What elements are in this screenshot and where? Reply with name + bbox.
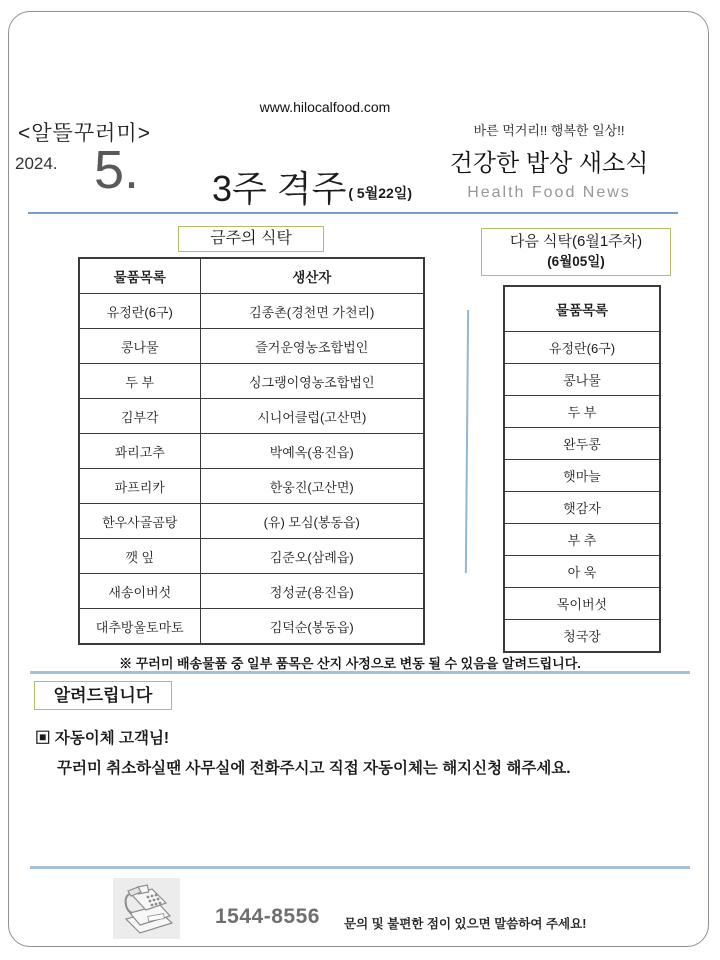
table-row	[79, 434, 424, 469]
table-cell: 콩나물	[79, 329, 200, 364]
table-cell: 시니어클럽(고산면)	[200, 399, 424, 434]
column-header-producer: 생산자	[200, 258, 424, 294]
table-cell: 유정란(6구)	[79, 294, 200, 329]
this-week-table	[78, 257, 425, 645]
newsletter-subtitle: Health Food News	[467, 184, 631, 201]
table-cell: 김덕순(봉동읍)	[200, 609, 424, 645]
issue-title-group	[212, 170, 412, 208]
table-row	[504, 492, 660, 524]
table-cell: 김부각	[79, 399, 200, 434]
phone-number: 1544-8556	[215, 905, 320, 928]
table-cell: 김준오(삼례읍)	[200, 539, 424, 574]
year-label: 2024.	[15, 154, 58, 173]
column-header-items: 물품목록	[79, 258, 200, 294]
table-row	[79, 609, 424, 645]
table-cell: 깻 잎	[79, 539, 200, 574]
table-cell: 정성균(용진읍)	[200, 574, 424, 609]
table-cell: 즐거운영농조합법인	[200, 329, 424, 364]
masthead	[415, 120, 683, 202]
table-row	[504, 588, 660, 620]
website-url: www.hilocalfood.com	[259, 99, 391, 115]
next-week-date: (6월05일)	[547, 254, 605, 269]
table-cell: 완두콩	[504, 428, 660, 460]
announcement-body: 꾸러미 취소하실땐 사무실에 전화주시고 직접 자동이체는 해지신청 해주세요.	[57, 760, 571, 777]
table-row	[79, 294, 424, 329]
table-row	[504, 396, 660, 428]
tagline: 바른 먹거리!! 행복한 일상!!	[473, 123, 625, 138]
issue-date: ( 5월22일)	[348, 185, 412, 201]
table-row	[79, 364, 424, 399]
table-row	[504, 364, 660, 396]
table-cell: 목이버섯	[504, 588, 660, 620]
table-cell: 싱그랭이영농조합법인	[200, 364, 424, 399]
table-row	[79, 539, 424, 574]
table-cell: 대추방울토마토	[79, 609, 200, 645]
table-cell: 두 부	[504, 396, 660, 428]
announcement-heading: ▣ 자동이체 고객님!	[35, 730, 170, 747]
table-cell: 새송이버섯	[79, 574, 200, 609]
table-cell: 햇마늘	[504, 460, 660, 492]
footer-note: 문의 및 불편한 점이 있으면 말씀하여 주세요!	[344, 917, 587, 931]
this-week-title-box	[178, 226, 324, 252]
announcement-title: 알려드립니다	[53, 686, 153, 705]
table-cell: 김종촌(경천면 가천리)	[200, 294, 424, 329]
header-underline	[28, 212, 678, 214]
table-row	[79, 329, 424, 364]
table-row	[504, 556, 660, 588]
table-cell: 햇감자	[504, 492, 660, 524]
table-row	[504, 332, 660, 364]
table-cell: 부 추	[504, 524, 660, 556]
table-row	[504, 460, 660, 492]
newsletter-title: 건강한 밥상 새소식	[449, 150, 649, 177]
table-cell: 유정란(6구)	[504, 332, 660, 364]
telephone-icon	[113, 878, 180, 939]
table-cell: 청국장	[504, 620, 660, 653]
footer-separator-line	[30, 866, 690, 869]
table-cell: 한우사골곰탕	[79, 504, 200, 539]
table-header-row	[504, 286, 660, 332]
table-row	[504, 620, 660, 653]
table-cell: 아 욱	[504, 556, 660, 588]
next-week-title-box	[481, 228, 671, 276]
table-cell: 콩나물	[504, 364, 660, 396]
column-header-items: 물품목록	[504, 286, 660, 332]
table-row	[79, 504, 424, 539]
issue-title: 3주 격주	[212, 168, 347, 209]
this-week-title: 금주의 식탁	[210, 230, 292, 247]
table-header-row	[79, 258, 424, 294]
table-cell: (유) 모심(봉동읍)	[200, 504, 424, 539]
month-number: 5.	[94, 140, 140, 200]
table-row	[79, 574, 424, 609]
variation-notice: ※ 꾸러미 배송물품 중 일부 품목은 산지 사정으로 변동 될 수 있음을 알려드립니다.	[119, 656, 581, 671]
next-week-title: 다음 식탁(6월1주차)	[509, 233, 643, 250]
next-week-table	[503, 285, 661, 653]
telephone-icon-graphic	[118, 883, 176, 935]
table-row	[504, 524, 660, 556]
section-separator-line	[30, 671, 690, 674]
table-cell: 파프리카	[79, 469, 200, 504]
brand-label: <알뜰꾸러미>	[18, 122, 151, 145]
table-row	[79, 469, 424, 504]
table-cell: 박예옥(용진읍)	[200, 434, 424, 469]
table-row	[79, 399, 424, 434]
announcement-title-box	[34, 681, 172, 710]
table-cell: 한웅진(고산면)	[200, 469, 424, 504]
table-cell: 두 부	[79, 364, 200, 399]
table-row	[504, 428, 660, 460]
table-cell: 꽈리고추	[79, 434, 200, 469]
